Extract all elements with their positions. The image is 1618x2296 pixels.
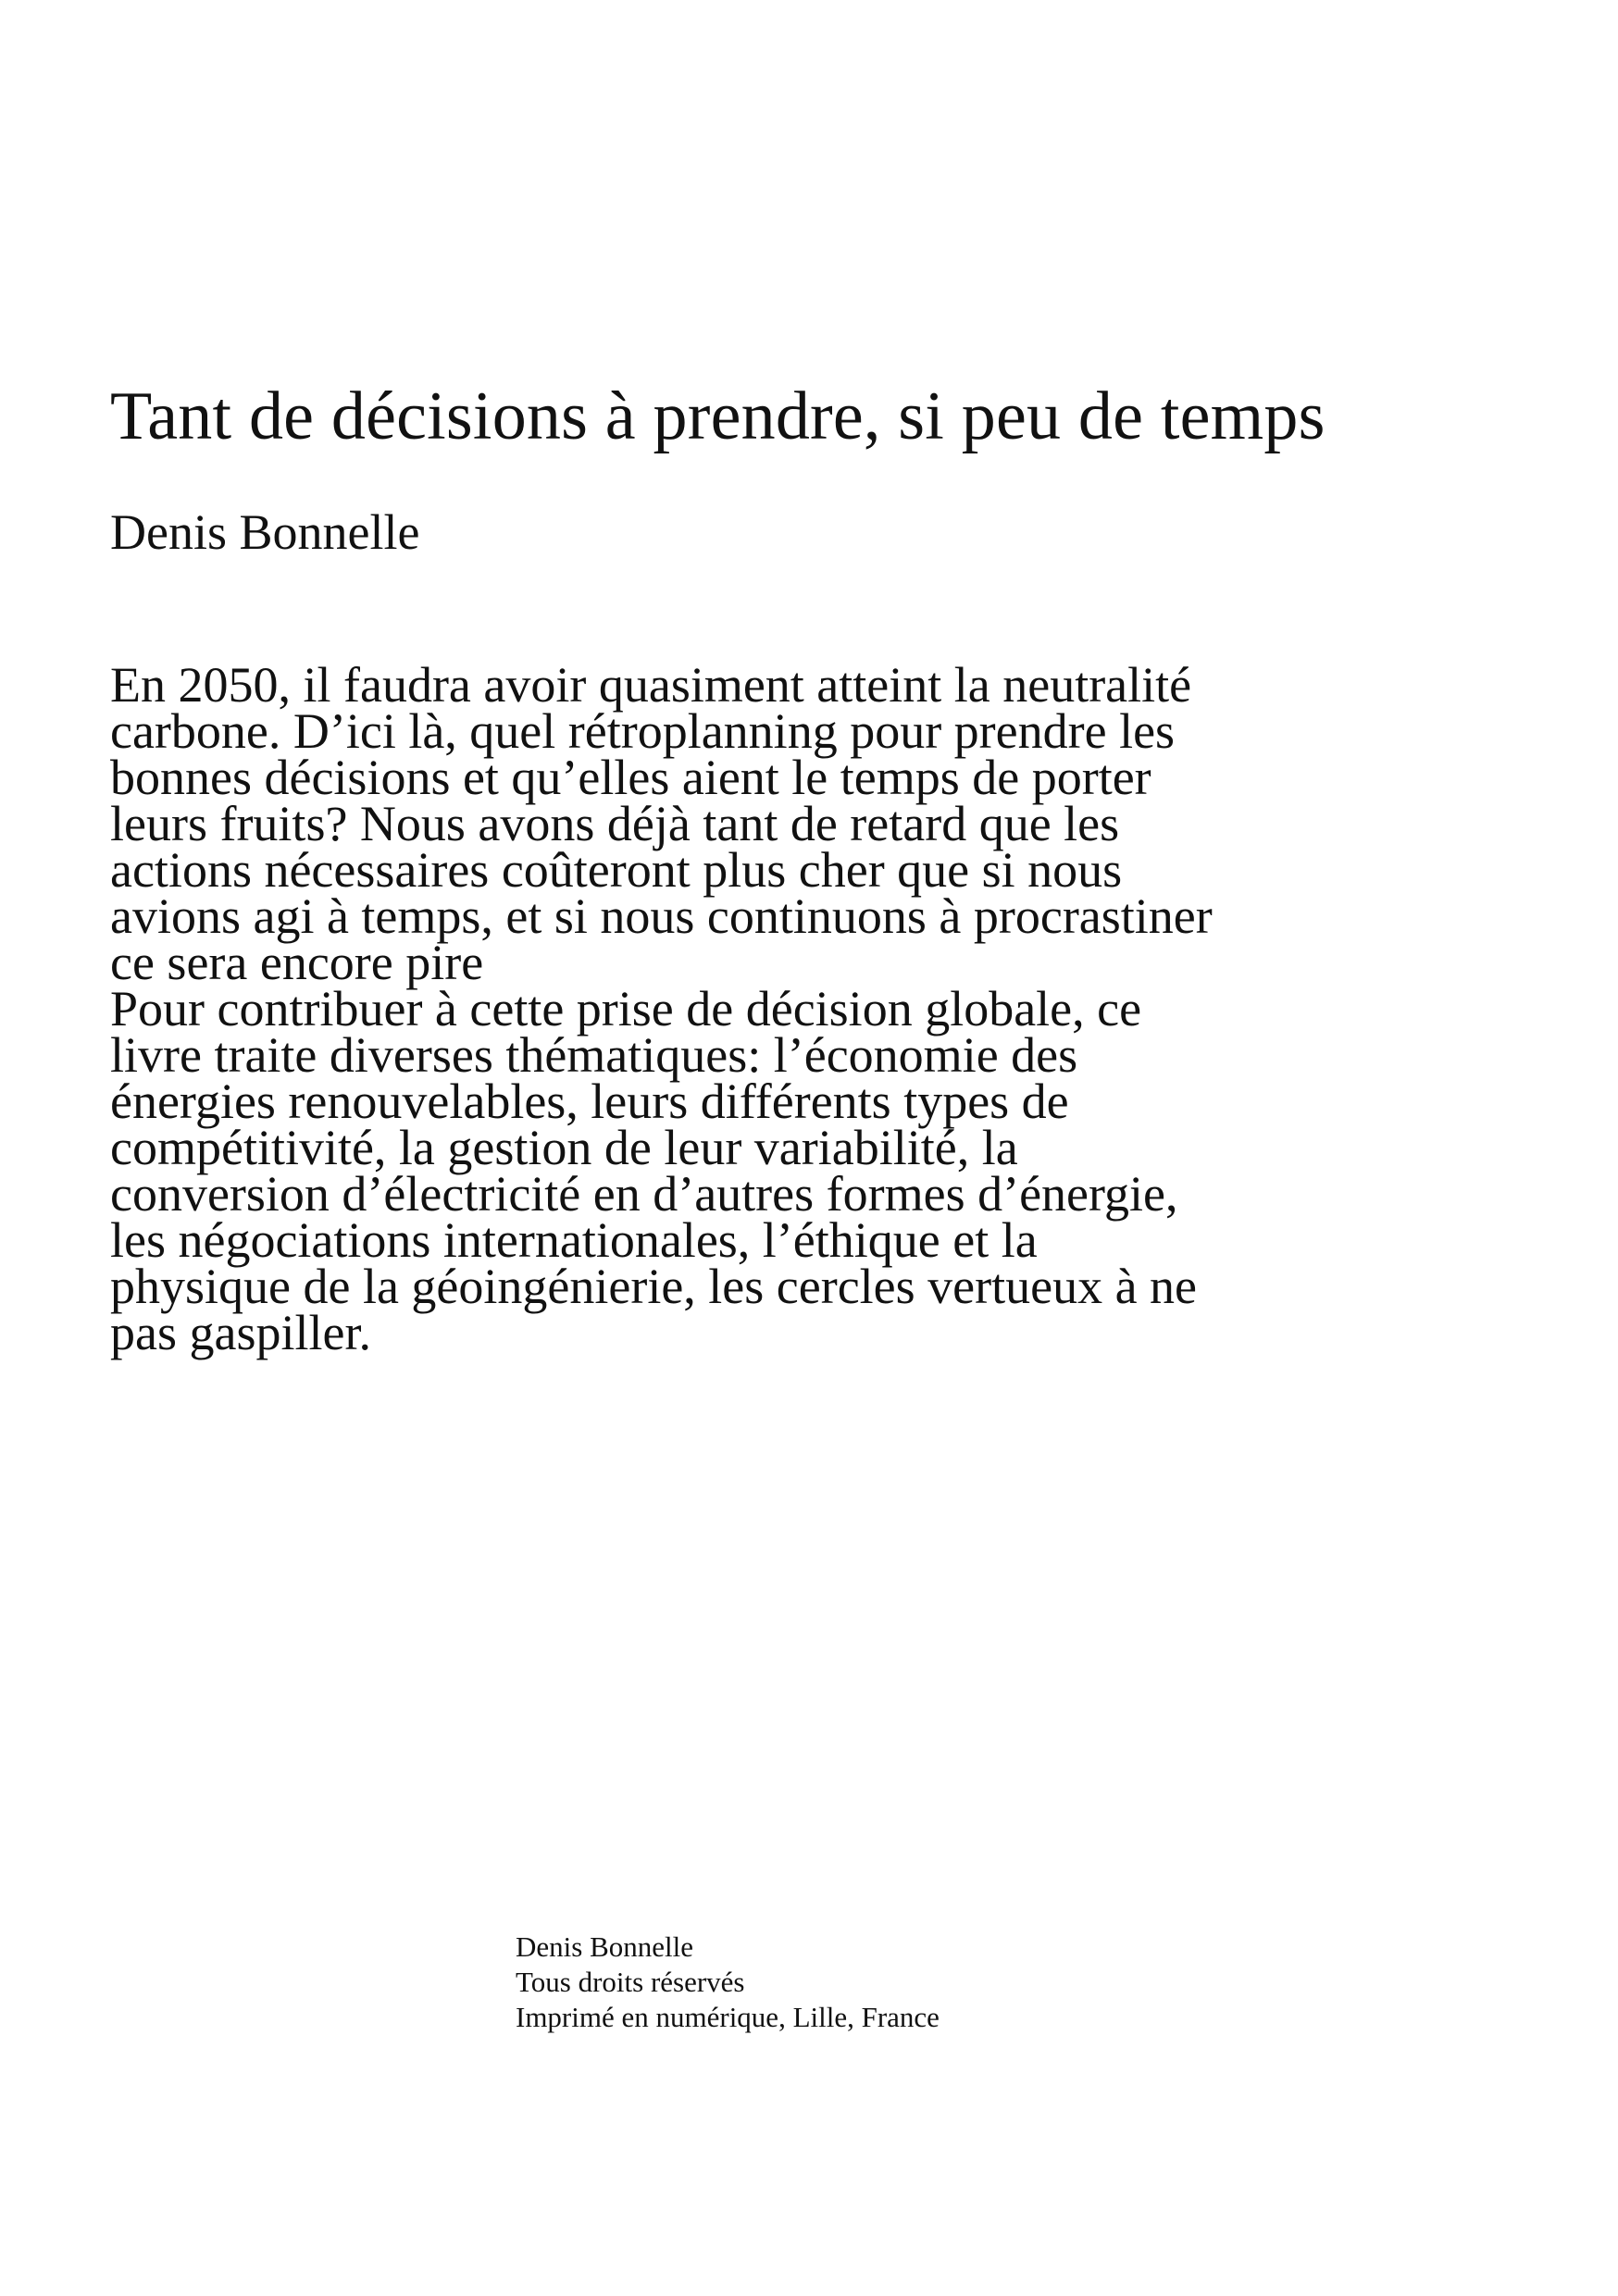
book-blurb <box>110 657 1221 1360</box>
colophon-printing: Imprimé en numérique, Lille, France <box>516 2001 940 2033</box>
blurb-paragraph: Pour contribuer à cette prise de décision globale, ce livre traite diverses thématiques: l’économie des énergies renouvelables, leurs différents types de compétitivité, la gestion de leur variabilité, la conversion d’électricité en d’autres formes d’énergie, les négociations internationales, l’éthique et la physique de la géoingénierie, les cercles vertueux à ne pas gaspiller. <box>110 981 1197 1360</box>
book-author: Denis Bonnelle <box>110 504 420 560</box>
blurb-paragraph: En 2050, il faudra avoir quasiment atteint la neutralité carbone. D’ici là, quel rétroplanning pour prendre les bonnes décisions et qu’elles aient le temps de porter leurs fruits? Nous avons déjà tant de retard que les actions nécessaires coûteront plus cher que si nous avions agi à temps, et si nous continuons à procrastiner ce sera encore pire <box>110 657 1213 990</box>
colophon <box>516 1930 1164 2035</box>
colophon-author: Denis Bonnelle <box>516 1930 693 1963</box>
colophon-rights: Tous droits réservés <box>516 1966 745 1998</box>
book-title: Tant de décisions à prendre, si peu de temps <box>110 379 1326 454</box>
